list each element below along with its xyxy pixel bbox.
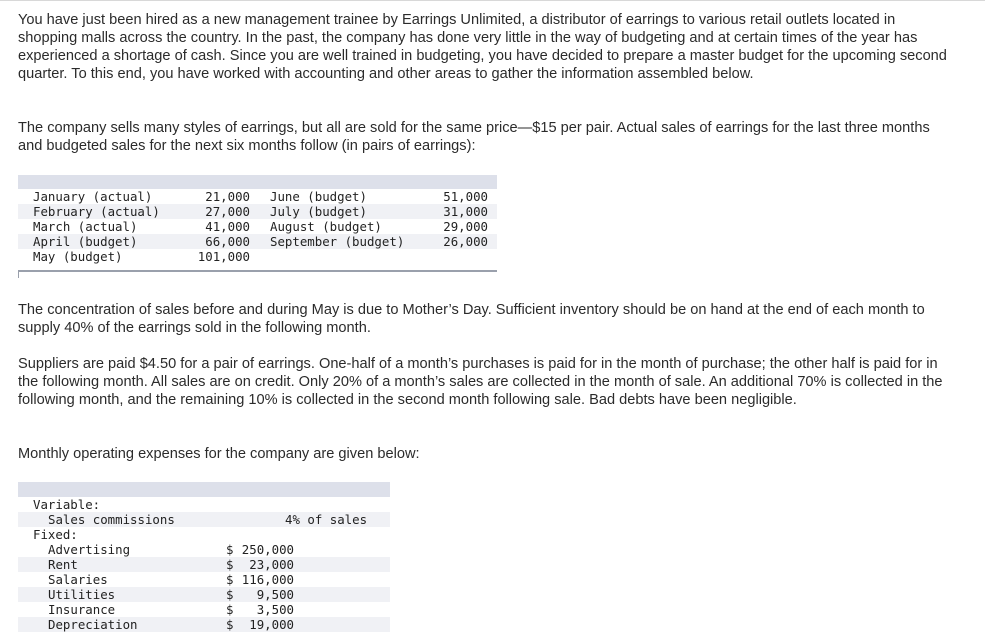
table-row [18,617,390,632]
table-row [18,587,390,602]
currency-symbol: $ [226,617,234,632]
table-row [18,219,497,234]
month-label: May (budget) [33,249,123,264]
sales-table [18,175,497,277]
expense-label: Utilities [48,587,116,602]
month-label: February (actual) [33,204,160,219]
expense-amount: 250,000 [241,542,294,557]
month-label: July (budget) [270,204,367,219]
month-label: August (budget) [270,219,382,234]
month-label: January (actual) [33,189,153,204]
table-row [18,542,390,557]
month-label: September (budget) [270,234,405,249]
table-row [18,204,497,219]
table-row [18,527,390,542]
expense-label: Rent [48,557,78,572]
expense-amount: 19,000 [249,617,294,632]
fixed-label: Fixed: [33,527,78,542]
currency-symbol: $ [226,557,234,572]
month-label: April (budget) [33,234,138,249]
expense-label: Sales commissions [48,512,175,527]
month-label: June (budget) [270,189,367,204]
sales-table-header [18,175,497,189]
concentration-paragraph: The concentration of sales before and during May is due to Mother’s Day. Sufficient inventory should be on hand at the end of each month to supply 40% of the earrings sold in the following month. [18,302,925,336]
sales-value: 101,000 [197,249,250,264]
expense-amount: 116,000 [241,572,294,587]
expense-amount: 9,500 [256,587,294,602]
table-row [18,189,497,204]
table-row [18,602,390,617]
table-row [18,557,390,572]
sales-value: 66,000 [205,234,250,249]
table-row [18,497,390,512]
operating-expenses-table [18,482,390,642]
sales-value: 29,000 [443,219,488,234]
expense-amount: 3,500 [256,602,294,617]
currency-symbol: $ [226,572,234,587]
sales-value: 26,000 [443,234,488,249]
sales-value: 27,000 [205,204,250,219]
sales-value: 51,000 [443,189,488,204]
intro-paragraph: You have just been hired as a new management trainee by Earrings Unlimited, a distributor of earrings to various retail outlets located in shopping malls across the country. In the past, the company has done very little in the way of budgeting and at certain times of the year has experienced a shortage of cash. Since you are well trained in budgeting, you have decided to prepare a master budget for the upcoming second quarter. To this end, you have worked with accounting and other areas to gather the information assembled below. [18,12,947,82]
sales-value: 21,000 [205,189,250,204]
expense-label: Salaries [48,572,108,587]
currency-symbol: $ [226,542,234,557]
sales-value: 31,000 [443,204,488,219]
table-row [18,249,497,264]
expense-label: Depreciation [48,617,138,632]
top-divider [0,0,985,1]
expenses-table-header [18,482,390,497]
sales-value: 41,000 [205,219,250,234]
month-label: March (actual) [33,219,138,234]
expenses-intro-paragraph: Monthly operating expenses for the company are given below: [18,446,420,462]
currency-symbol: $ [226,602,234,617]
table-row [18,512,390,527]
expense-label: Insurance [48,602,116,617]
pricing-paragraph: The company sells many styles of earrings, but all are sold for the same price—$15 per pair. Actual sales of earrings for the last three months and budgeted sales for the next six months follow (in pairs of earrings): [18,120,930,154]
table-row [18,234,497,249]
suppliers-paragraph: Suppliers are paid $4.50 for a pair of earrings. One-half of a month’s purchases is paid for in the month of purchase; the other half is paid for in the following month. All sales are on credit. Only 20% of a month’s sales are collected in the month of sale. An additional 70% is collected in the following month, and the remaining 10% is collected in the second month following sale. Bad debts have been negligible. [18,356,943,408]
currency-symbol: $ [226,587,234,602]
table-row [18,572,390,587]
table-bottom-rule [18,270,497,272]
expense-amount: 23,000 [249,557,294,572]
variable-label: Variable: [33,497,101,512]
expense-value: 4% of sales [285,512,368,527]
expense-label: Advertising [48,542,131,557]
